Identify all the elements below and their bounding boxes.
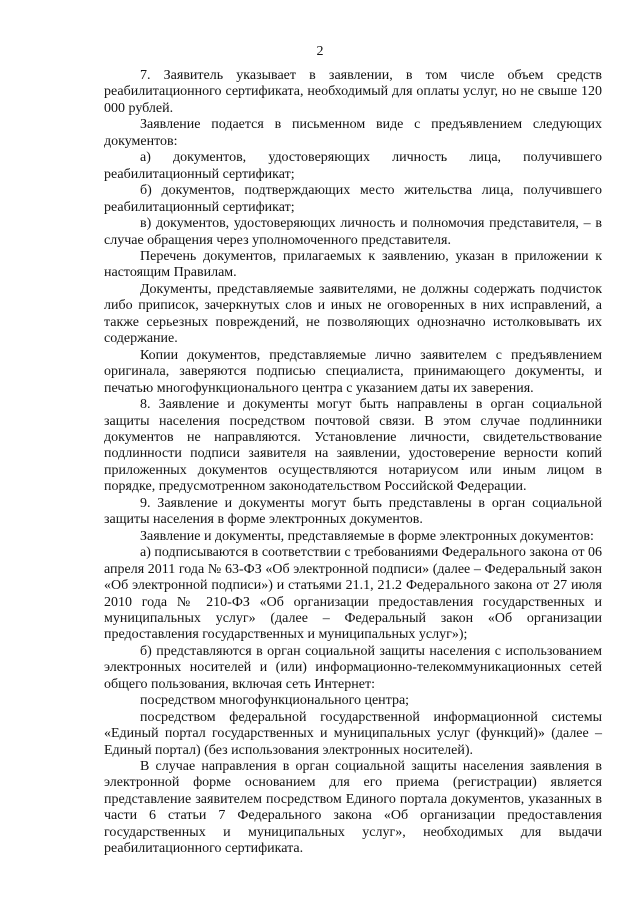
- paragraph-list-b-residence: б) документов, подтверждающих место жительства лица, получившего реабилитационный сертификат;: [104, 183, 602, 215]
- paragraph-copies-certification: Копии документов, представляемые лично заявителем с предъявлением оригинала, заверяются подписью специалиста, принимающего документы, и печатью многофункционального центра с указанием даты их заверения.: [104, 347, 602, 396]
- paragraph-document-requirements: Документы, представляемые заявителями, не должны содержать подчисток либо приписок, зачеркнутых слов и иных не оговоренных в них исправлений, а также серьезных повреждений, не позволяющих однозначно истолковывать их содержание.: [104, 281, 602, 347]
- paragraph-document-list-appendix: Перечень документов, прилагаемых к заявлению, указан в приложении к настоящим Правилам.: [104, 248, 602, 281]
- page-number: 2: [316, 44, 324, 59]
- paragraph-electronic-b-submitted: б) представляются в орган социальной защиты населения с использованием электронных носителей и (или) информационно-телекоммуникационных сетей общего пользования, включая сеть Интернет:: [104, 643, 602, 692]
- paragraph-list-a-identity: а) документов, удостоверяющих личность лица, получившего реабилитационный сертификат;: [104, 150, 602, 182]
- paragraph-via-mfc: посредством многофункционального центра;: [140, 693, 410, 709]
- paragraph-application-form: Заявление подается в письменном виде с предъявлением следующих документов:: [104, 117, 602, 149]
- paragraph-item-9-electronic: 9. Заявление и документы могут быть представлены в орган социальной защиты населения в форме электронных документов.: [104, 495, 602, 528]
- paragraph-item-8-postal: 8. Заявление и документы могут быть направлены в орган социальной защиты населения посредством почтовой связи. В этом случае подлинники документов не направляются. Установление личности, свидетельствование подлинности подписи заявителя на заявлении, удостоверение верности копий приложенных документов осуществляются нотариусом или иным лицом в порядке, предусмотренном законодательством Российской Федерации.: [104, 397, 602, 495]
- paragraph-electronic-a-signed: а) подписываются в соответствии с требованиями Федерального закона от 06 апреля 2011 года № 63-ФЗ «Об электронной подписи» (далее – Федеральный закон «Об электронной подписи») и статьями 21.1, 21.2 Федерального закона от 27 июля 2010 года № 210-ФЗ «Об организации предоставления государственных и муниципальных услуг» (далее – Федеральный закон «Об организации предоставления государственных и муниципальных услуг»);: [104, 545, 602, 643]
- paragraph-list-c-representative: в) документов, удостоверяющих личность и полномочия представителя, – в случае обращения через уполномоченного представителя.: [104, 216, 602, 248]
- paragraph-electronic-documents: Заявление и документы, представляемые в форме электронных документов:: [140, 528, 594, 544]
- paragraph-via-unified-portal: посредством федеральной государственной информационной системы «Единый портал государственных и муниципальных услуг (функций)» (далее – Единый портал) (без использования электронных носителей).: [104, 709, 602, 758]
- paragraph-item-7: 7. Заявитель указывает в заявлении, в том числе объем средств реабилитационного сертификата, необходимый для оплаты услуг, но не свыше 120 000 рублей.: [104, 68, 602, 116]
- paragraph-electronic-registration-basis: В случае направления в орган социальной защиты населения заявления в электронной форме основанием для его приема (регистрации) является представление заявителем посредством Единого портала документов, указанных в части 6 статьи 7 Федерального закона «Об организации предоставления государственных и муниципальных услуг», необходимых для выдачи реабилитационного сертификата.: [104, 759, 602, 857]
- document-body: [104, 68, 602, 858]
